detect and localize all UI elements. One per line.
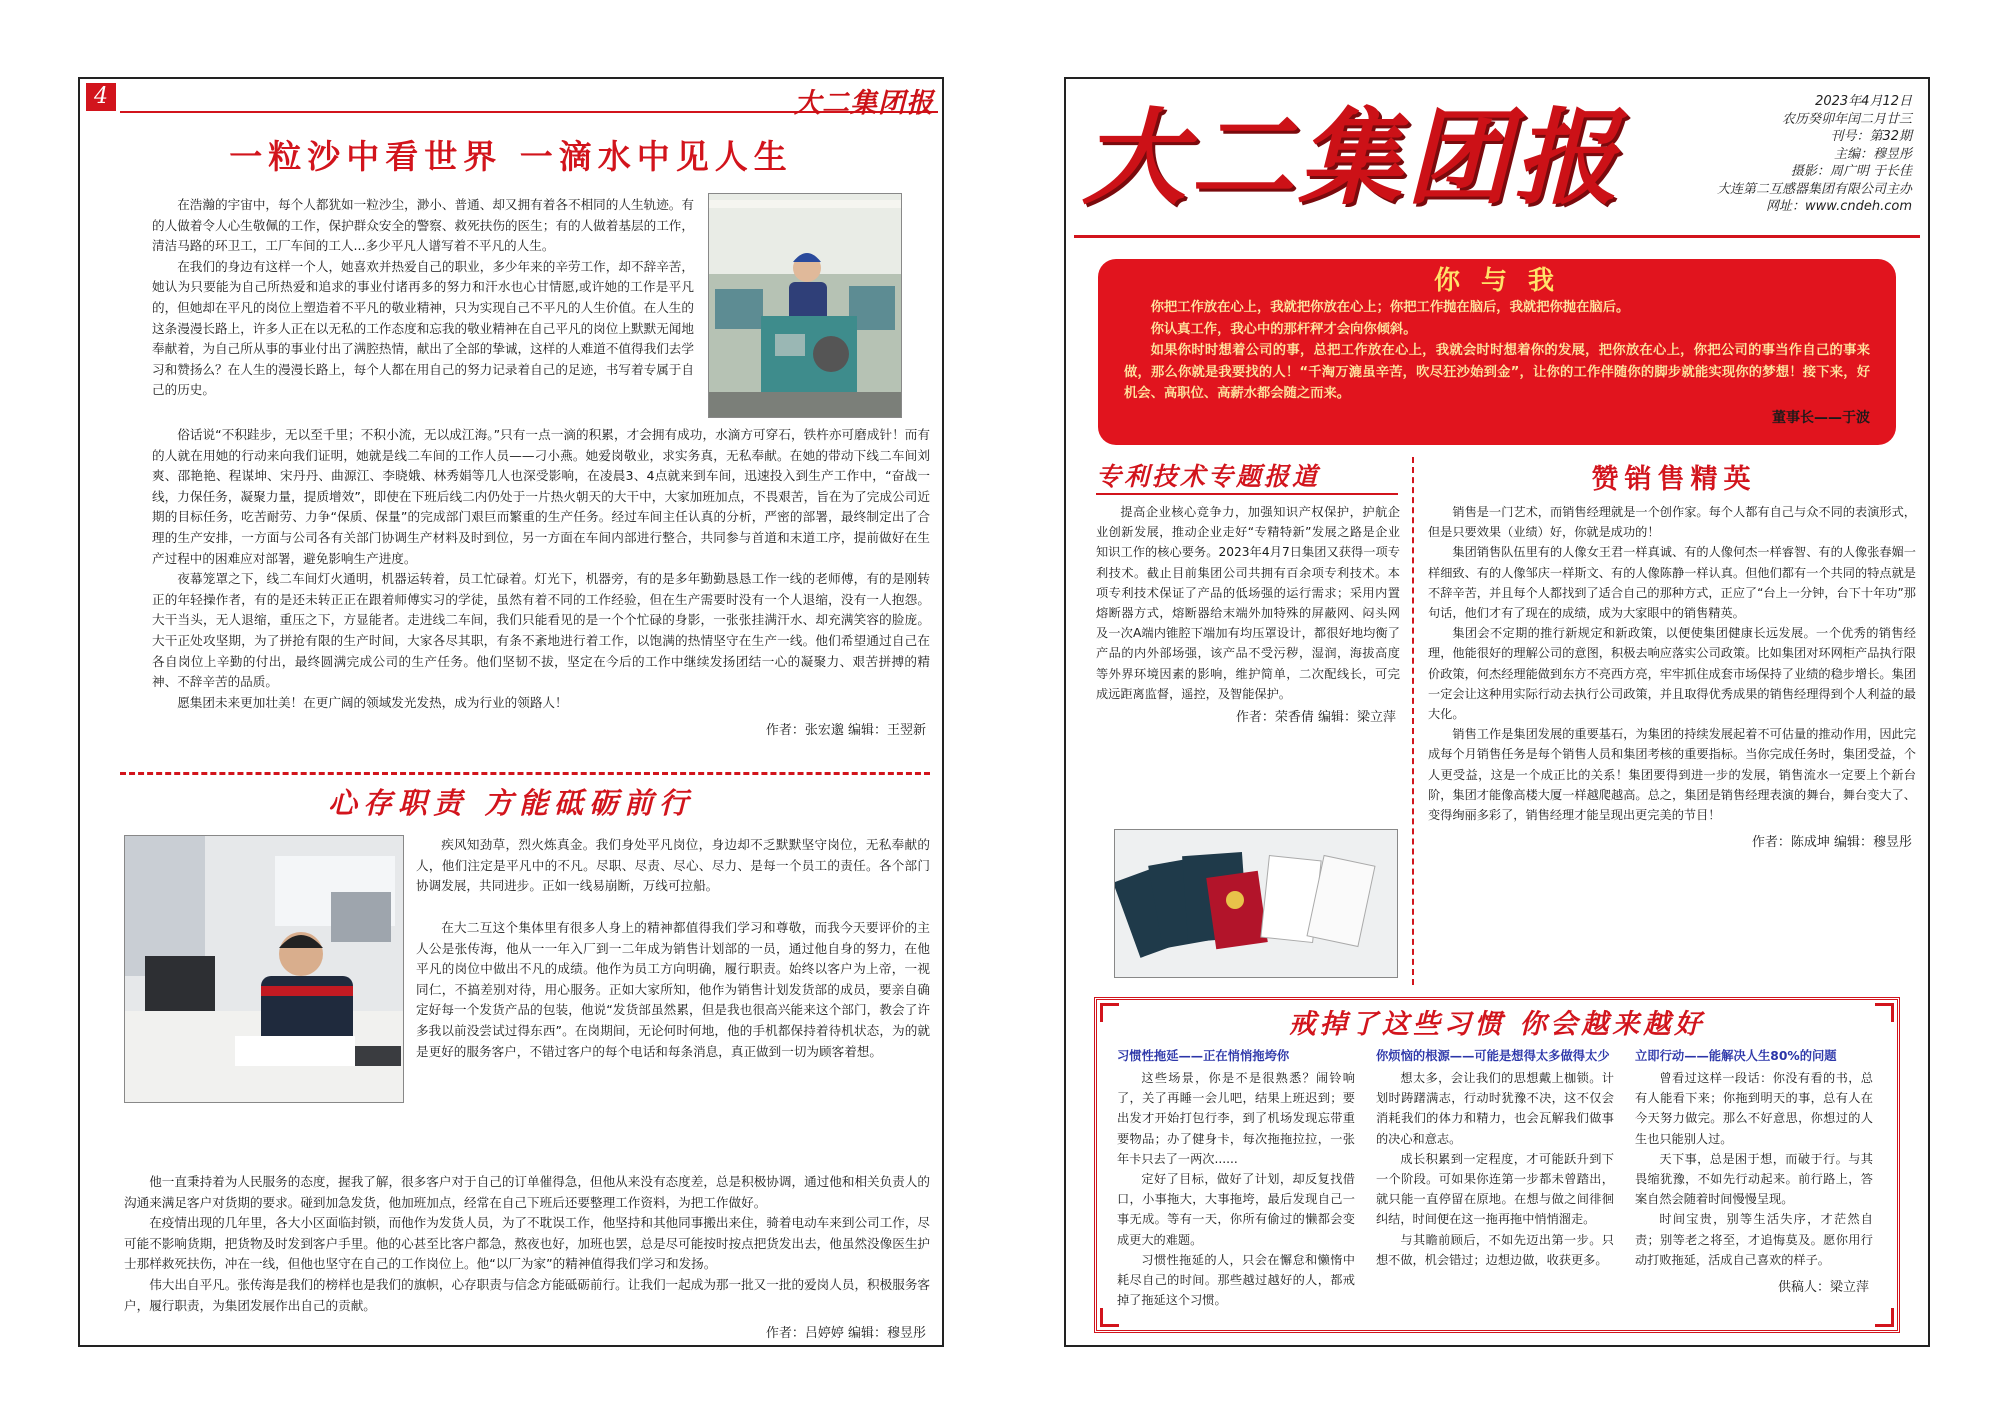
article2-title: 心存职责 方能砥砺前行 [327,786,695,820]
paragraph: 在浩瀚的宇宙中，每个人都犹如一粒沙尘，渺小、普通、却又拥有着各不相同的人生轨迹。有的人做着令人心生敬佩的工作，保护群众安全的警察、救死扶伤的医生；有的人做着基层的工作，清洁马路的环卫工，工厂车间的工人...多少平凡人谱写着不平凡的人生。 [152,197,694,254]
paragraph: 在疫情出现的几年里，各大小区面临封锁，而他作为发货人员，为了不耽误工作，他坚持和其他同事搬出来住，骑着电动车来到公司工作，尽可能不影响货期，把货物及时发到客户手里。他的心甚至比客户都急，熬夜也好，加班也罢，总是尽可能按时按点把货发出去，他虽然没像医生护士那样救死扶伤，冲在一线，但他也坚守在自己的工作岗位上。他“以厂为家”的精神值得我们学习和发扬。 [124,1215,930,1272]
habits-col-2-title: 你烦恼的根源——可能是想得太多做得太少 [1376,1049,1610,1063]
sales-body [1428,502,1916,850]
banner-signature: 董事长——于波 [1772,409,1870,426]
article2-body-mid [416,918,930,1062]
article1-byline: 作者：张宏邈 编辑：王翌新 [765,723,926,739]
patent-title: 专利技术专题报道 [1096,462,1321,491]
article1-title: 一粒沙中看世界 一滴水中见人生 [229,137,793,176]
paragraph: 提高企业核心竞争力，加强知识产权保护，护航企业创新发展，推动企业走好“专精特新”发展之路是企业知识工作的核心要务。2023年4月7日集团又获得一项专利技术。截止目前集团公司共拥有百余项专利技术。本项专利技术保证了产品的低场强的运行需求；采用内置熔断器方式，熔断器给末端外加特殊的屏蔽网、闷头网及一次A端内锥腔下端加有均压罩设计，都很好地均衡了产品的内外部场强，该产品不受污秽，湿润，海拔高度等外界环境因素的影响，维护简单，二次配线长，可完成远距离监督，遥控，及智能保护。 [1096,505,1400,701]
habits-corner-bl [1100,1308,1119,1327]
paragraph: 时间宝贵，别等生活失序，才茫然自责；别等老之将至，才追悔莫及。愿你用行动打败拖延，活成自己喜欢的样子。 [1635,1212,1873,1267]
paragraph: 这些场景，你是不是很熟悉？闹铃响了，关了再睡一会儿吧，结果上班迟到；要出发才开始打包行李，到了机场发现忘带重要物品；办了健身卡，每次拖拖拉拉，一张年卡只去了一两次...... [1117,1071,1355,1166]
paragraph: 集团销售队伍里有的人像女王君一样真诚、有的人像何杰一样睿智、有的人像张春媚一样细致、有的人像邹庆一样斯文、有的人像陈静一样认真。但他们都有一个共同的特点就是不辞辛苦，并且每个人都找到了适合自己的那种方式，正应了“台上一分钟，台下十年功”那句话，他们才有了现在的成绩，成为大家眼中的销售精英。 [1428,545,1916,621]
certificates-image [1115,830,1397,977]
factory-worker-image [709,194,901,417]
habits-byline: 供稿人：梁立萍 [1777,1280,1869,1296]
banner-text [1124,297,1870,405]
paragraph: 定好了目标，做好了计划，却反复找借口，小事拖大，大事拖垮，最后发现自己一事无成。等有一天，你所有偷过的懒都会变成更大的难题。 [1117,1172,1355,1247]
paragraph: 销售工作是集团发展的重要基石，为集团的持续发展起着不可估量的推动作用，因此完成每个月销售任务是每个销售人员和集团考核的重要指标。当你完成任务时，集团受益，个人更受益，这是一个成正比的关系！集团要得到进一步的发展，销售流水一定要上个新台阶，集团才能像高楼大厦一样越爬越高。总之，集团是销售经理表演的舞台，舞台变大了、变得绚丽多彩了，销售经理才能呈现出更完美的节目！ [1428,727,1916,823]
column-divider [1412,457,1414,985]
article2-body-bottom [124,1172,930,1341]
banner-line: 你把工作放在心上，我就把你放在心上；你把工作抛在脑后，我就把你抛在脑后。 [1150,300,1630,315]
paragraph: 伟大出自平凡。张传海是我们的榜样也是我们的旗帜，心存职责与信念方能砥砺前行。让我们一起成为那一批又一批的爱岗人员，积极服务客户，履行职责，为集团发展作出自己的贡献。 [124,1276,930,1313]
masthead-small: 大二集团报 [794,88,934,119]
photographers: 摄影：周广明 于长佳 [1790,164,1912,179]
paragraph: 在大二互这个集体里有很多人身上的精神都值得我们学习和尊敬，而我今天要评价的主人公是张传海，他从一一年入厂到一二年成为销售计划部的一员，通过他自身的努力，在他平凡的岗位中做出不凡的成绩。他作为员工方向明确，履行职责。始终以客户为上帝，一视同仁，不搞差别对待，用心服务。正如大家所知，他作为销售计划发货部的成员，要亲自确定好每一个发货产品的包装，他说“发货部虽然累，但是我也很高兴能来这个部门，教会了许多我以前没尝试过得东西”。在岗期间，无论何时何地，他的手机都保持着待机状态，为的就是更好的服务客户，不错过客户的每个电话和每条消息，真正做到一切为顾客着想。 [416,920,930,1059]
paragraph: 成长积累到一定程度，才可能跃升到下一个阶段。可如果你连第一步都未曾踏出，就只能一直停留在原地。在想与做之间徘徊纠结，时间便在这一拖再拖中悄悄溜走。 [1376,1151,1614,1227]
patent-title-underline [1096,493,1398,495]
habits-col-2 [1376,1046,1614,1270]
paragraph: 天下事，总是困于想，而破于行。与其畏缩犹豫，不如先行动起来。前行路上，答案自然会随着时间慢慢呈现。 [1635,1151,1873,1207]
habits-col-3 [1635,1046,1873,1295]
paragraph: 在我们的身边有这样一个人，她喜欢并热爱自己的职业，多少年来的辛劳工作，却不辞辛苦，她认为只要能为自己所热爱和追求的事业付诸再多的努力和汗水也心甘情愿,或许她的工作是平凡的，但她却在平凡的岗位上塑造着不平凡的敬业精神，只为实现自己不平凡的人生价值。在人生的这条漫漫长路上，许多人正在以无私的工作态度和忘我的敬业精神在自己平凡的岗位上默默无闻地奉献着，为自己所从事的事业付出了满腔热情，献出了全部的挚诚，这样的人难道不值得我们去学习和赞扬么？在人生的漫漫长路上，每个人都在用自己的努力记录着自己的足迹，书写着专属于自己的历史。 [152,258,694,398]
issue-date: 2023年4月12日 [1815,94,1912,109]
issue-number: 刊号：第32期 [1830,129,1912,144]
paragraph: 集团会不定期的推行新规定和新政策，以便使集团健康长远发展。一个优秀的销售经理，他能很好的理解公司的意图，积极去响应落实公司政策。比如集团对环网柜产品执行限价政策，何杰经理能做到东方不亮西方亮，牢牢抓住成套市场保持了业绩的稳步增长。集团一定会让这种用实际行动去执行公司政策，并且取得优秀成果的销售经理得到个人利益的最大化。 [1428,626,1916,722]
section-divider [120,772,930,775]
masthead-rule [1074,235,1920,238]
paragraph: 夜幕笼罩之下，线二车间灯火通明，机器运转着，员工忙碌着。灯光下，机器旁，有的是多年勤勤恳恳工作一线的老师傅，有的是刚转正的年轻操作者，有的是还未转正正在跟着师傅实习的学徒，虽然有着不同的工作经验，但在生产需要时没有一个人退缩，没有一人抱怨。大干当头，无人退缩，重压之下，方显能者。走进线二车间，我们只能看见的是一个个忙碌的身影，一张张挂满汗水、却充满笑容的脸庞。大干正处攻坚期，为了拼抢有限的生产时间，大家各尽其职，有条不紊地进行着工作，以饱满的热情坚守在生产一线。他们希望通过自己在各自岗位上辛勤的付出，最终圆满完成公司的生产任务。他们坚韧不拔，坚定在今后的工作中继续发扬团结一心的凝聚力、艰苦拼搏的精神、不辞辛苦的品质。 [152,571,930,690]
paragraph: 愿集团未来更加壮美！在更广阔的领域发光发热，成为行业的领路人！ [177,694,568,710]
publisher: 大连第二互感器集团有限公司主办 [1716,181,1912,197]
banner-title: 你 与 我 [1433,266,1561,296]
chief-editor: 主编：穆昱彤 [1833,146,1912,162]
sales-title: 赞销售精英 [1591,464,1757,495]
patent-body [1096,502,1400,725]
office-worker-image [125,836,403,1102]
habits-col-1 [1117,1046,1355,1310]
right-page [1064,77,1930,1347]
paragraph: 与其瞻前顾后，不如先迈出第一步。只想不做，机会错过；边想边做，收获更多。 [1376,1232,1614,1267]
habits-corner-br [1875,1308,1894,1327]
habits-box [1094,997,1900,1333]
paragraph: 疾风知劲草，烈火炼真金。我们身处平凡岗位，身边却不乏默默坚守岗位，无私奉献的人，他们注定是平凡中的不凡。尽职、尽责、尽心、尽力、是每一个员工的责任。各个部门协调发展，共同进步。正如一线易崩断，万线可拉船。 [416,837,930,894]
office-worker-photo [124,835,404,1103]
left-page [78,77,944,1347]
patent-byline: 作者：荣香倩 编辑：梁立萍 [1235,710,1396,726]
page-number-box [86,83,116,111]
article1-body-bottom [152,425,930,738]
sales-byline: 作者：陈成坤 编辑：穆昱彤 [1751,835,1912,851]
paragraph: 习惯性拖延的人，只会在懈怠和懒惰中耗尽自己的时间。那些越过越好的人，都戒掉了拖延这个习惯。 [1117,1252,1355,1308]
habits-title: 戒掉了这些习惯 你会越来越好 [1288,1009,1706,1040]
page-number: 4 [94,84,108,109]
article2-byline: 作者：吕婷婷 编辑：穆昱彤 [765,1326,926,1342]
patent-certificates-photo [1114,829,1398,978]
nameplate: 大二集团报 [1082,96,1623,219]
editorial-banner [1098,259,1896,445]
banner-line: 如果你时时想着公司的事，总把工作放在心上，我就会时时想着你的发展，把你放在心上，你把公司的事当作自己的事来做，那么你就是我要找的人！“千淘万漉虽辛苦，吹尽狂沙始到金”，让你的工作伴随你的脚步就能实现你的梦想！接下来，好机会、高职位、高薪水都会随之而来。 [1124,343,1870,401]
issue-info [1717,93,1912,216]
website: 网址：www.cndeh.com [1766,199,1912,214]
habits-col-3-title: 立即行动——能解决人生80%的问题 [1635,1049,1837,1063]
paragraph: 销售是一门艺术，而销售经理就是一个创作家。每个人都有自己与众不同的表演形式，但是只要效果（业绩）好，你就是成功的！ [1428,505,1916,540]
lunar-date: 农历癸卯年闰二月廿三 [1781,111,1912,127]
paragraph: 想太多，会让我们的思想戴上枷锁。计划时踌躇满志，行动时犹豫不决，这不仅会消耗我们的体力和精力，也会瓦解我们做事的决心和意志。 [1376,1071,1614,1146]
paragraph: 曾看过这样一段话：你没有看的书，总有人能看下来；你拖到明天的事，总有人在今天努力做完。那么不好意思，你想过的人生也只能别人过。 [1635,1071,1873,1146]
factory-worker-photo [708,193,902,418]
habits-col-1-title: 习惯性拖延——正在悄悄拖垮你 [1117,1049,1290,1063]
paragraph: 他一直秉持着为人民服务的态度，握我了解，很多客户对于自己的订单催得急，但他从来没有态度差，总是积极协调，通过他和相关负责人的沟通来满足客户对货期的要求。碰到加急发货，他加班加点，经常在自己下班后还要整理工作资料，为把工作做好。 [124,1174,930,1210]
article1-body-top [152,195,694,401]
banner-line: 你认真工作，我心中的那杆秤才会向你倾斜。 [1150,321,1417,337]
paragraph: 俗话说“不积跬步，无以至千里；不积小流，无以成江海。”只有一点一滴的积累，才会拥有成功，水滴方可穿石，铁杵亦可磨成针！而有的人就在用她的行动来向我们证明，她就是线二车间的工作人员——刁小燕。她爱岗敬业，求实务真，无私奉献。在她的带动下线二车间刘爽、邵艳艳、程谋坤、宋丹丹、曲源江、李晓娥、林秀娟等几人也深受影响，在凌晨3、4点就来到车间，迅速投入到生产工作中，“奋战一线，力保任务，凝聚力量，提质增效”，即使在下班后线二内仍处于一片热火朝天的大干中，大家加班加点，不畏艰苦，旨在为了完成公司近期的目标任务，吃苦耐劳、力争“保质、保量”的完成部门艰巨而繁重的生产任务。经过车间主任认真的分析，严密的部署，最终制定出了合理的生产安排，一方面与公司各有关部门协调生产材料及时到位，另一方面在车间内部进行整合，共同参与首道和末道工序，提前做好在生产过程中的困难应对部署，避免影响生产进度。 [152,427,930,566]
article2-body-top [416,835,930,897]
